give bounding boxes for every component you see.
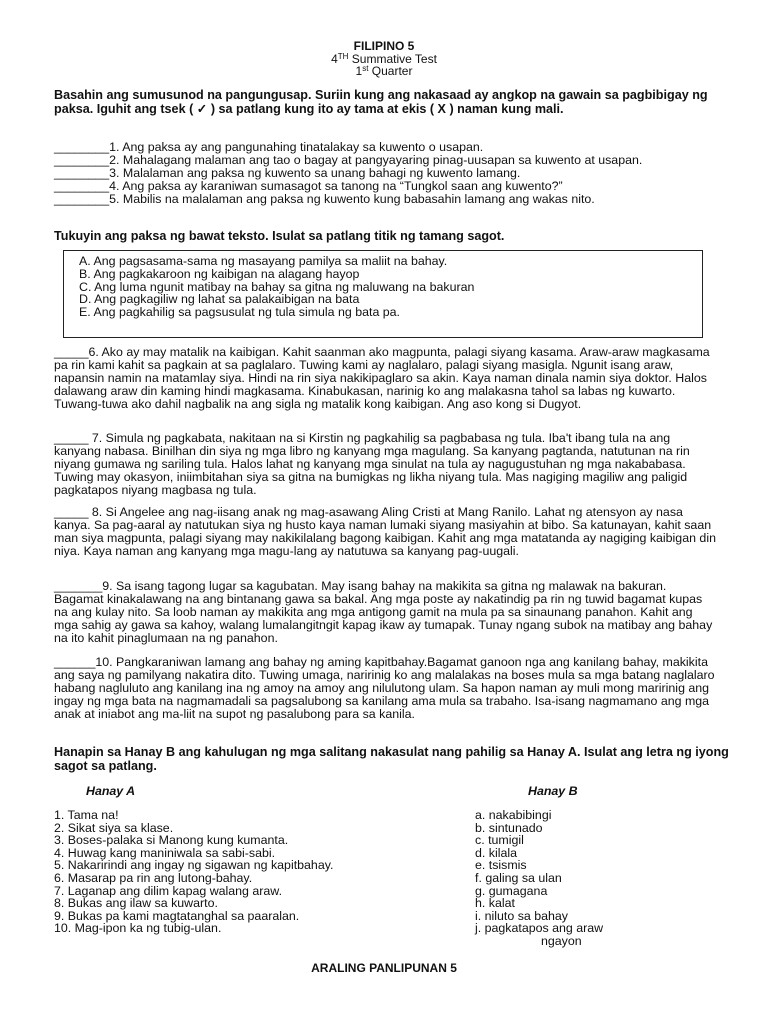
hanay-b-item: d. kilala xyxy=(475,845,518,860)
hanay-a-heading: Hanay A xyxy=(86,784,136,798)
choices-box xyxy=(63,250,703,338)
part2-instructions: Tukuyin ang paksa ng bawat teksto. Isulat sa patlang titik ng tamang sagot. xyxy=(54,229,505,243)
hanay-a-item: 10. Mag-ipon ka ng tubig-ulan. xyxy=(54,921,222,936)
true-false-item: ________5. Mabilis na malalaman ang paksa ng kuwento kung babasahin lamang ang wakas nito. xyxy=(54,191,595,206)
hanay-a-item: 6. Masarap pa rin ang lutong-bahay. xyxy=(54,870,253,885)
hanay-b-item: b. sintunado xyxy=(475,820,543,835)
hanay-a-item: 1. Tama na! xyxy=(54,808,119,822)
part3-instructions: Hanapin sa Hanay B ang kahulugan ng mga salitang nakasulat nang pahilig sa Hanay A. Isulat ang letra ng iyong sagot sa patlang. xyxy=(54,745,729,773)
choice-a: A. Ang pagsasama-sama ng masayang pamilya sa maliit na bahay. xyxy=(79,254,448,268)
hanay-b-item: c. tumigil xyxy=(475,833,524,848)
hanay-a-item: 5. Nakaririndi ang ingay ng sigawan ng kapitbahay. xyxy=(54,858,334,873)
test-label: Summative Test xyxy=(348,52,437,66)
choice-b: B. Ang pagkakaroon ng kaibigan na alagang hayop xyxy=(79,266,360,281)
choice-d: D. Ang pagkagiliw ng lahat sa palakaibigan na bata xyxy=(79,292,360,307)
paragraph-item-10: ______10. Pangkaraniwan lamang ang bahay ng aming kapitbahay.Bagamat ganoon nga ang kanilang bahay, makikita ang saya ng pamilyang nakatira dito. Tuwing umaga, naririnig ko ang malalakas na boses mula sa mga batang naglalaro habang nagluluto ang kanilang ina ng amoy na amoy ang nilulutong ulam. Sa hapon naman ay muli mong maririnig ang ingay ng mga bata na nagmamadali sa pagsalubong sa kanilang ama mula sa trabaho. Isa-isang nagmamano ang mga anak at iniabot ang ma-liit na supot ng pasalubong para sa kanila. xyxy=(54,655,715,721)
hanay-b-item: h. kalat xyxy=(475,896,515,911)
hanay-b-item: g. gumagana xyxy=(475,883,548,898)
hanay-b-item: e. tsismis xyxy=(475,858,527,873)
part1-instructions: Basahin ang sumusunod na pangungusap. Suriin kung ang nakasaad ay angkop na gawain sa pagbibigay ng paksa. Iguhit ang tsek ( ✓ ) sa patlang kung ito ay tama at ekis ( X ) naman kung mali. xyxy=(54,88,708,116)
true-false-item: ________4. Ang paksa ay karaniwan sumasagot sa tanong na “Tungkol saan ang kuwento?” xyxy=(54,178,563,193)
hanay-b-item: j. pagkatapos ang araw xyxy=(475,921,604,936)
hanay-b-heading: Hanay B xyxy=(528,784,578,798)
page-title: FILIPINO 5 xyxy=(353,39,415,53)
true-false-item: ________3. Malalaman ang paksa ng kuwento sa unang bahagi ng kuwento lamang. xyxy=(54,165,521,180)
test-number: 4 xyxy=(331,52,338,66)
true-false-item: ________1. Ang paksa ay ang pangunahing tinatalakay sa kuwento o usapan. xyxy=(54,140,484,154)
paragraph-item-6: _____6. Ako ay may matalik na kaibigan. Kahit saanman ako magpunta, palagi siyang kasama. Araw-araw magkasama pa rin kami kahit sa pagkain at sa paglalaro. Tuwing kami ay naglalaro, palagi siyang masigla. Ngunit isang araw, napansin namin na matamlay siya. Hindi na rin siya nakikipaglaro sa akin. Kaya naman dinala namin siya doktor. Halos dalawang araw din kaming hindi magkasama. Kinabukasan, narinig ko ang malakasna tahol sa labas ng kuwarto. Tuwang-tuwa ako dahil nagbalik na ang sigla ng matalik kong kaibigan. Ang aso kong si Dugyot. xyxy=(54,345,710,411)
quarter-number: 1 xyxy=(355,64,363,78)
next-subject-heading: ARALING PANLIPUNAN 5 xyxy=(311,961,457,975)
hanay-a-item: 7. Laganap ang dilim kapag walang araw. xyxy=(54,883,283,898)
hanay-a-item: 4. Huwag kang maniniwala sa sabi-sabi. xyxy=(54,845,276,860)
hanay-a-list xyxy=(54,809,333,935)
test-number-suffix: TH xyxy=(337,52,349,61)
quarter-number-suffix: st xyxy=(362,64,369,73)
hanay-b-item: a. nakabibingi xyxy=(475,808,552,822)
true-false-list xyxy=(54,141,724,206)
choice-e: E. Ang pagkahilig sa pagsusulat ng tula simula ng bata pa. xyxy=(79,305,401,320)
paragraph-item-9: _______9. Sa isang tagong lugar sa kagubatan. May isang bahay na makikita sa gitna ng malawak na bakuran. Bagamat kinakalawang na ang bintanang gawa sa bakal. Ang mga poste ay nakatindig pa rin ng tuwid bagamat kupas na ang kulay nito. Sa loob naman ay makikita ang mga antigong gamit na mula pa sa sinaunang panahon. Kahit ang mga sahig ay gawa sa kahoy, walang lumalangitngit kapag ikaw ay tumapak. Tunay ngang subok na matibay ang bahay na ito kahit pinaglumaan na ng panahon. xyxy=(54,579,713,645)
paragraph-item-8: _____ 8. Si Angelee ang nag-iisang anak ng mag-asawang Aling Cristi at Mang Ranilo. Lahat ng atensyon ay nasa kanya. Sa pag-aaral ay natutukan siya ng husto kaya naman lumaki siyang masiyahin at bibo. Sa katunayan, kahit saan man siya magpunta, palagi siyang may nakikilalang bagong kaibigan. Kahit ang mga matatanda ay nagiging kaibigan din niya. Kaya naman ang kanyang mga magu-lang ay natutuwa sa kanyang pag-uugali. xyxy=(54,505,716,558)
paragraph-item-7: _____ 7. Simula ng pagkabata, nakitaan na si Kirstin ng pagkahilig sa pagbabasa ng tula. Iba't ibang tula na ang kanyang nabasa. Binilhan din siya ng mga libro ng kanyang mga magulang. Sa kanyang pagtanda, natutunan na rin niyang gumawa ng sariling tula. Halos lahat ng kanyang mga sinulat na tula ay nagugustuhan ng mga nakababasa. Tuwing may okasyon, iniimbitahan siya sa gitna na bumigkas ng likha niyang tula. Mas nagiging magiliw ang paligid pagkatapos niyang magbasa ng tula. xyxy=(54,431,690,497)
hanay-a-item: 8. Bukas ang ilaw sa kuwarto. xyxy=(54,896,218,911)
hanay-a-item: 9. Bukas pa kami magtatanghal sa paaralan. xyxy=(54,908,300,923)
hanay-a-item: 3. Boses-palaka si Manong kung kumanta. xyxy=(54,833,289,848)
choice-c: C. Ang luma ngunit matibay na bahay sa gitna ng maluwang na bakuran xyxy=(79,279,475,294)
hanay-b-item-continuation: ngayon xyxy=(541,933,582,948)
true-false-item: ________2. Mahalagang malaman ang tao o bagay at pangyayaring pinag-uusapan sa kuwento at usapan. xyxy=(54,152,643,167)
hanay-b-list xyxy=(475,809,603,948)
hanay-b-item: i. niluto sa bahay xyxy=(475,908,568,923)
quarter-label: Quarter xyxy=(368,64,413,78)
hanay-b-item: f. galing sa ulan xyxy=(475,870,562,885)
hanay-a-item: 2. Sikat siya sa klase. xyxy=(54,820,174,835)
quarter-subtitle xyxy=(0,65,768,77)
